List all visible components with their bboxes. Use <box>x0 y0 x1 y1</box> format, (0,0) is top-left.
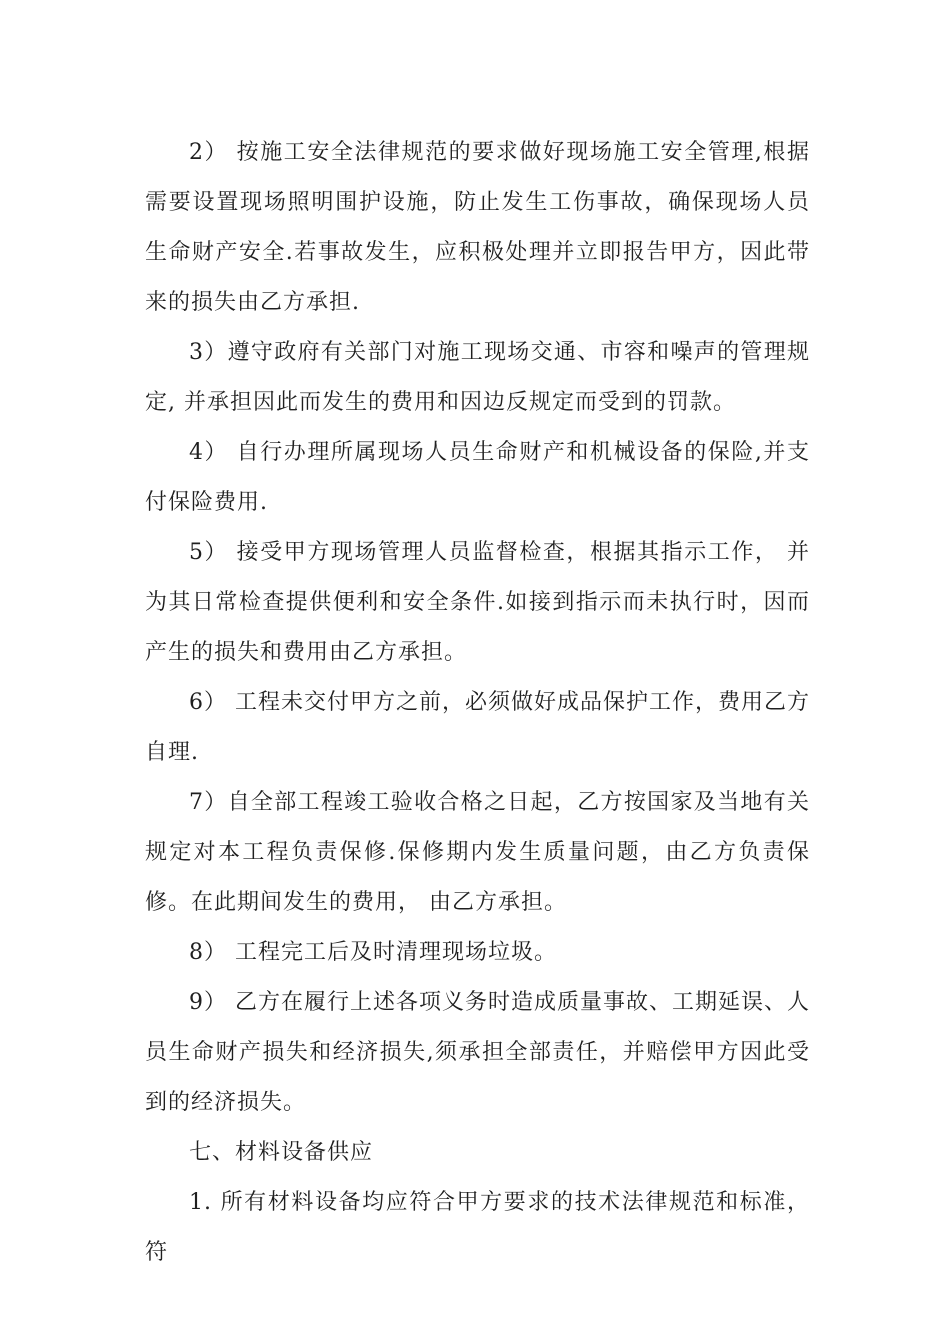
section-heading-materials: 七、材料设备供应 <box>189 1140 374 1165</box>
clause-7-warranty: 7）自全部工程竣工验收合格之日起，乙方按国家及当地有关规定对本工程负责保修.保修期内发生质量问题，由乙方负责保修。在此期间发生的费用， 由乙方承担。 <box>145 790 810 915</box>
document-body <box>145 128 810 1278</box>
clause-3-government-regulations: 3）遵守政府有关部门对施工现场交通、市容和噪声的管理规定, 并承担因此而发生的费用和因边反规定而受到的罚款。 <box>145 340 810 415</box>
clause-4-insurance: 4） 自行办理所属现场人员生命财产和机械设备的保险,并支付保险费用. <box>145 440 810 515</box>
clause-8-site-cleanup: 8） 工程完工后及时清理现场垃圾。 <box>189 940 557 965</box>
clause-6-product-protection: 6） 工程未交付甲方之前，必须做好成品保护工作，费用乙方自理. <box>145 690 810 765</box>
clause-9-liability: 9） 乙方在履行上述各项义务时造成质量事故、工期延误、人员生命财产损失和经济损失,须承担全部责任，并赔偿甲方因此受到的经济损失。 <box>145 990 810 1115</box>
clause-2-safety-management: 2） 按施工安全法律规范的要求做好现场施工安全管理,根据需要设置现场照明围护设施，防止发生工伤事故，确保现场人员生命财产安全.若事故发生，应积极处理并立即报告甲方，因此带来的损失由乙方承担. <box>145 140 810 315</box>
materials-clause-1: 1. 所有材料设备均应符合甲方要求的技术法律规范和标准，符 <box>145 1190 810 1265</box>
clause-5-supervision: 5） 接受甲方现场管理人员监督检查，根据其指示工作， 并为其日常检查提供便利和安全条件.如接到指示而未执行时，因而产生的损失和费用由乙方承担。 <box>145 540 810 665</box>
